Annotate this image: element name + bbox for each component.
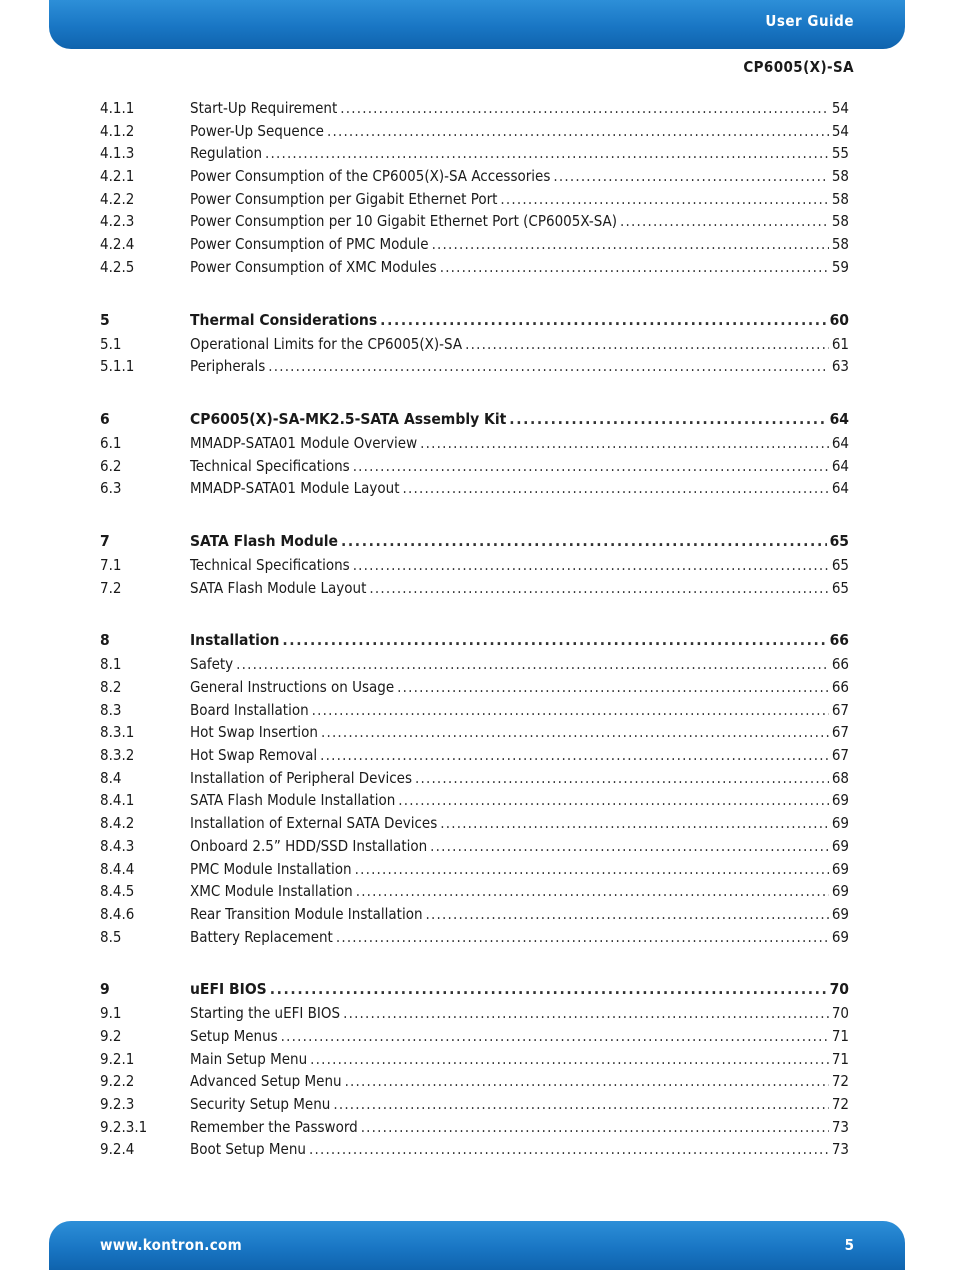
toc-entry-title: Power-Up Sequence [190, 121, 324, 140]
toc-dot-leader [369, 577, 828, 600]
toc-entry-title: Hot Swap Insertion [190, 723, 318, 742]
toc-entry-page: 61 [831, 334, 849, 353]
toc-dot-leader [509, 406, 826, 432]
toc-dot-leader [430, 835, 829, 858]
toc-entry[interactable] [100, 554, 849, 577]
toc-entry[interactable] [100, 333, 849, 356]
toc-dot-leader [620, 210, 829, 233]
toc-entry[interactable] [100, 188, 849, 211]
toc-entry-number: 7.1 [100, 555, 122, 574]
toc-entry[interactable] [100, 699, 849, 722]
toc-entry[interactable] [100, 1116, 849, 1139]
toc-dot-leader [353, 554, 829, 577]
toc-entry-number: 9.2.2 [100, 1072, 135, 1091]
toc-entry-number: 6.3 [100, 479, 122, 498]
toc-entry-page: 58 [831, 167, 849, 186]
toc-entry-page: 67 [831, 723, 849, 742]
toc-entry[interactable] [100, 1093, 849, 1116]
toc-dot-leader [265, 142, 829, 165]
section-gap [100, 500, 849, 528]
toc-entry-title: Regulation [190, 144, 262, 163]
toc-entry-number: 6.2 [100, 456, 122, 475]
toc-dot-leader [356, 880, 829, 903]
toc-entry-title: Power Consumption of the CP6005(X)-SA Accessories [190, 167, 551, 186]
toc-dot-leader [465, 333, 829, 356]
toc-entry-number: 8.4.6 [100, 904, 135, 923]
toc-entry[interactable] [100, 210, 849, 233]
toc-dot-leader [426, 903, 829, 926]
toc-entry-number: 4.2.3 [100, 212, 135, 231]
toc-entry-title: SATA Flash Module Installation [190, 791, 396, 810]
toc-entry-number: 8.2 [100, 678, 122, 696]
toc-entry-page: 65 [829, 531, 849, 550]
toc-dot-leader [397, 676, 829, 699]
toc-entry-title: Power Consumption of XMC Modules [190, 257, 437, 276]
toc-entry-page: 73 [831, 1140, 849, 1159]
toc-dot-leader [270, 976, 827, 1002]
toc-entry-number: 4.2.4 [100, 235, 135, 254]
toc-entry-number: 8.1 [100, 655, 122, 674]
toc-entry-page: 65 [831, 555, 849, 574]
footer-banner [49, 1221, 905, 1270]
toc-dot-leader [309, 1138, 829, 1161]
toc-entry-page: 65 [831, 578, 849, 597]
toc-entry-title: Battery Replacement [190, 927, 333, 946]
section-gap [100, 599, 849, 627]
toc-dot-leader [327, 120, 829, 143]
toc-entry-title: uEFI BIOS [190, 980, 267, 999]
toc-entry-number: 4.2.5 [100, 257, 135, 276]
toc-entry[interactable] [100, 676, 849, 699]
toc-entry-title: Setup Menus [190, 1026, 278, 1045]
toc-entry[interactable] [100, 744, 849, 767]
toc-entry-page: 64 [831, 433, 849, 452]
section-gap [100, 378, 849, 406]
toc-entry[interactable] [100, 1048, 849, 1071]
toc-entry-page: 69 [831, 836, 849, 855]
toc-dot-leader [321, 721, 829, 744]
toc-entry-number: 4.1.3 [100, 144, 135, 163]
toc-entry-title: Power Consumption of PMC Module [190, 235, 429, 254]
toc-entry[interactable] [100, 233, 849, 256]
toc-entry-page: 54 [831, 99, 849, 117]
toc-entry[interactable] [100, 1002, 849, 1025]
toc-entry[interactable] [100, 858, 849, 881]
toc-entry-title: SATA Flash Module Layout [190, 578, 367, 597]
toc-entry[interactable] [100, 812, 849, 835]
toc-entry[interactable] [100, 1138, 849, 1161]
toc-entry-title: Technical Specifications [190, 555, 350, 574]
toc-entry-page: 69 [831, 814, 849, 833]
toc-entry-title: Security Setup Menu [190, 1095, 331, 1113]
toc-entry-title: Safety [190, 655, 234, 674]
toc-entry-page: 69 [831, 927, 849, 946]
toc-entry[interactable] [100, 721, 849, 744]
toc-entry-title: Power Consumption per Gigabit Ethernet Port [190, 189, 498, 208]
toc-entry-number: 8.5 [100, 927, 122, 946]
toc-dot-leader [440, 256, 829, 279]
toc-dot-leader [336, 926, 829, 949]
toc-entry-number: 4.2.2 [100, 189, 135, 208]
toc-entry-title: Operational Limits for the CP6005(X)-SA [190, 334, 463, 353]
section-gap [100, 948, 849, 976]
toc-entry-page: 72 [831, 1072, 849, 1091]
toc-entry-title: Installation [190, 631, 280, 650]
toc-entry-number: 5.1.1 [100, 357, 135, 376]
toc-entry-title: MMADP-SATA01 Module Overview [190, 433, 418, 452]
toc-entry-number: 8 [100, 631, 110, 650]
toc-entry[interactable] [100, 355, 849, 378]
toc-entry-page: 69 [831, 904, 849, 923]
toc-entry-number: 9.2.3 [100, 1095, 135, 1113]
toc-entry-number: 5 [100, 310, 110, 329]
toc-entry-page: 64 [829, 409, 849, 428]
toc-dot-leader [500, 188, 828, 211]
guide-label: User Guide [765, 12, 854, 30]
toc-entry-number: 6 [100, 409, 110, 428]
toc-entry-title: XMC Module Installation [190, 882, 353, 901]
toc-entry[interactable] [100, 926, 849, 949]
toc-entry-title: Main Setup Menu [190, 1049, 308, 1068]
toc-dot-leader [333, 1093, 828, 1116]
toc-entry-title: SATA Flash Module [190, 531, 338, 550]
toc-entry-page: 68 [831, 768, 849, 787]
toc-dot-leader [281, 1025, 829, 1048]
toc-entry[interactable] [100, 256, 849, 279]
toc-entry-title: Power Consumption per 10 Gigabit Ethernet Port (CP6005X-SA) [190, 212, 618, 231]
toc-dot-leader [341, 528, 827, 554]
toc-entry[interactable] [100, 432, 849, 455]
toc-entry-number: 8.4.4 [100, 859, 135, 878]
toc-chapter-entry[interactable] [100, 976, 849, 1002]
toc-entry[interactable] [100, 789, 849, 812]
toc-entry-number: 8.3 [100, 700, 122, 719]
toc-entry-page: 66 [829, 631, 849, 650]
toc-entry-title: Remember the Password [190, 1117, 358, 1136]
toc-dot-leader [440, 812, 829, 835]
toc-entry[interactable] [100, 880, 849, 903]
toc-entry-number: 7 [100, 531, 110, 550]
toc-entry-title: Hot Swap Removal [190, 746, 318, 765]
toc-entry-title: Installation of External SATA Devices [190, 814, 438, 833]
toc-entry-page: 66 [831, 678, 849, 696]
toc-entry-page: 72 [831, 1095, 849, 1113]
toc-entry-title: MMADP-SATA01 Module Layout [190, 479, 400, 498]
toc-entry-page: 71 [831, 1049, 849, 1068]
toc-dot-leader [282, 627, 826, 653]
toc-entry[interactable] [100, 477, 849, 500]
website-link[interactable]: www.kontron.com [100, 1236, 242, 1254]
toc-dot-leader [432, 233, 829, 256]
toc-entry-page: 69 [831, 882, 849, 901]
toc-entry-page: 67 [831, 746, 849, 765]
toc-dot-leader [236, 653, 829, 676]
toc-entry-page: 63 [831, 357, 849, 376]
toc-entry-number: 8.4.1 [100, 791, 135, 810]
toc-entry-title: CP6005(X)-SA-MK2.5-SATA Assembly Kit [190, 409, 507, 428]
toc-entry-number: 9.2.3.1 [100, 1117, 148, 1136]
toc-entry-title: Start-Up Requirement [190, 99, 338, 117]
toc-entry-number: 4.2.1 [100, 167, 135, 186]
toc-entry[interactable] [100, 97, 849, 120]
toc-entry[interactable] [100, 120, 849, 143]
toc-dot-leader [553, 165, 828, 188]
toc-entry-page: 58 [831, 235, 849, 254]
toc-entry-number: 9.2 [100, 1026, 122, 1045]
toc-entry-page: 70 [829, 980, 849, 999]
toc-entry-number: 8.4.3 [100, 836, 135, 855]
toc-dot-leader [355, 858, 829, 881]
toc-dot-leader [345, 1070, 829, 1093]
toc-entry-title: Onboard 2.5” HDD/SSD Installation [190, 836, 428, 855]
toc-dot-leader [312, 699, 829, 722]
header-banner [49, 0, 905, 49]
toc-entry-page: 54 [831, 121, 849, 140]
toc-entry-number: 8.4 [100, 768, 122, 787]
toc-entry-title: Starting the uEFI BIOS [190, 1004, 341, 1023]
toc-entry-title: General Instructions on Usage [190, 678, 395, 696]
toc-entry-number: 8.4.5 [100, 882, 135, 901]
toc-entry[interactable] [100, 653, 849, 676]
toc-entry-page: 66 [831, 655, 849, 674]
toc-entry-page: 60 [829, 310, 849, 329]
toc-dot-leader [403, 477, 829, 500]
toc-entry-number: 4.1.2 [100, 121, 135, 140]
toc-dot-leader [340, 97, 829, 120]
toc-entry-page: 67 [831, 700, 849, 719]
toc-entry[interactable] [100, 455, 849, 478]
table-of-contents [100, 97, 849, 1161]
toc-dot-leader [310, 1048, 829, 1071]
toc-chapter-entry[interactable] [100, 627, 849, 653]
toc-dot-leader [343, 1002, 829, 1025]
toc-entry-number: 5.1 [100, 334, 122, 353]
toc-entry[interactable] [100, 1070, 849, 1093]
product-name: CP6005(X)-SA [743, 58, 854, 76]
toc-entry-page: 64 [831, 456, 849, 475]
toc-dot-leader [361, 1116, 829, 1139]
toc-entry-number: 9.2.1 [100, 1049, 135, 1068]
toc-entry-title: Peripherals [190, 357, 266, 376]
toc-entry-title: Rear Transition Module Installation [190, 904, 423, 923]
toc-dot-leader [268, 355, 829, 378]
toc-entry-number: 8.4.2 [100, 814, 135, 833]
toc-entry[interactable] [100, 903, 849, 926]
toc-chapter-entry[interactable] [100, 528, 849, 554]
toc-entry[interactable] [100, 835, 849, 858]
toc-entry-page: 69 [831, 791, 849, 810]
toc-chapter-entry[interactable] [100, 307, 849, 333]
toc-chapter-entry[interactable] [100, 406, 849, 432]
toc-dot-leader [353, 455, 829, 478]
section-gap [100, 279, 849, 307]
toc-entry-page: 70 [831, 1004, 849, 1023]
toc-entry-number: 4.1.1 [100, 99, 135, 117]
toc-entry-number: 7.2 [100, 578, 122, 597]
toc-entry-page: 64 [831, 479, 849, 498]
toc-entry-title: Technical Specifications [190, 456, 350, 475]
page-number: 5 [844, 1236, 854, 1254]
toc-entry-number: 9.1 [100, 1004, 122, 1023]
toc-entry-title: Board Installation [190, 700, 309, 719]
toc-dot-leader [398, 789, 829, 812]
toc-dot-leader [415, 767, 829, 790]
toc-dot-leader [380, 307, 826, 333]
toc-entry-number: 8.3.1 [100, 723, 135, 742]
toc-entry-page: 71 [831, 1026, 849, 1045]
toc-entry[interactable] [100, 1025, 849, 1048]
toc-entry-page: 58 [831, 212, 849, 231]
toc-entry-page: 59 [831, 257, 849, 276]
toc-entry[interactable] [100, 165, 849, 188]
toc-entry-number: 9.2.4 [100, 1140, 135, 1159]
toc-entry-title: Installation of Peripheral Devices [190, 768, 412, 787]
toc-entry-number: 6.1 [100, 433, 122, 452]
toc-entry-number: 9 [100, 980, 110, 999]
toc-entry-title: Thermal Considerations [190, 310, 378, 329]
toc-entry-page: 58 [831, 189, 849, 208]
toc-entry[interactable] [100, 577, 849, 600]
toc-entry-title: PMC Module Installation [190, 859, 352, 878]
toc-entry[interactable] [100, 767, 849, 790]
toc-dot-leader [320, 744, 829, 767]
toc-entry-title: Boot Setup Menu [190, 1140, 306, 1159]
toc-dot-leader [420, 432, 829, 455]
toc-entry-page: 55 [831, 144, 849, 163]
toc-entry-page: 69 [831, 859, 849, 878]
toc-entry[interactable] [100, 142, 849, 165]
toc-entry-number: 8.3.2 [100, 746, 135, 765]
toc-entry-page: 73 [831, 1117, 849, 1136]
toc-entry-title: Advanced Setup Menu [190, 1072, 342, 1091]
